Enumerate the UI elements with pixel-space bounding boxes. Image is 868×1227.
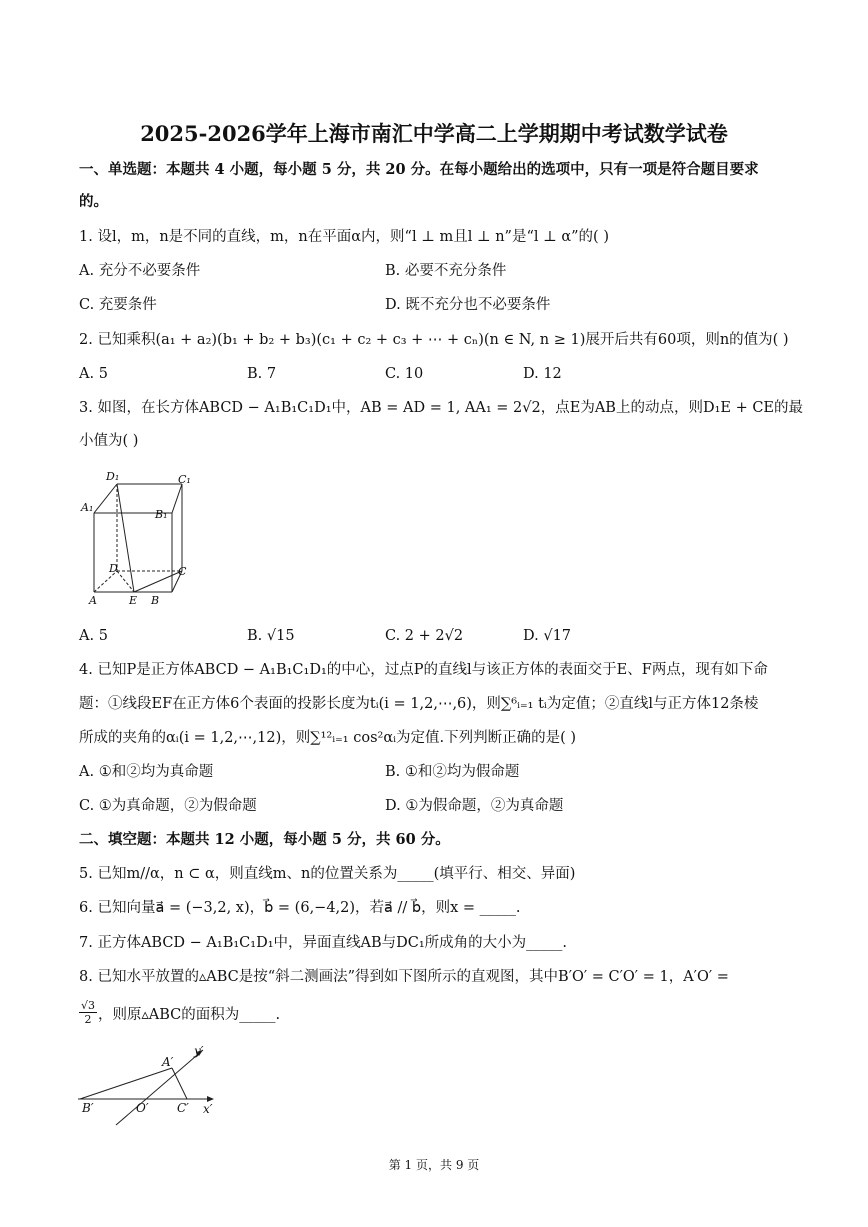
q6-stem: 6. 已知向量a⃗ = (−3,2, x)，b⃗ = (6,−4,2)，若a⃗ // b⃗，则x = _____. [79,900,521,916]
q8-stem-line1: 8. 已知水平放置的▵ABC是按“斜二测画法”得到如下图所示的直观图，其中B′O′ = C′O′ = 1，A′O′ = [79,969,729,985]
q2-option-d: D. 12 [523,366,562,382]
q5-stem: 5. 已知m//α，n ⊂ α，则直线m、n的位置关系为_____(填平行、相交、异面) [79,866,576,882]
q1-option-a: A. 充分不必要条件 [79,263,201,279]
cuboid-figure [78,466,198,611]
label-b-prime: B′ [82,1101,94,1115]
label-b1: B₁ [155,508,168,521]
q2-stem: 2. 已知乘积(a₁ + a₂)(b₁ + b₂ + b₃)(c₁ + c₂ + c₃ + ⋯ + cₙ)(n ∈ N, n ≥ 1)展开后共有60项，则n的值为( ) [79,332,789,348]
q8-fraction-denominator: 2 [84,1013,92,1026]
label-b: B [151,594,160,607]
q4-stem-line3: 所成的夹角的αᵢ(i = 1,2,⋯,12)，则∑¹²ᵢ₌₁ cos²αᵢ为定值.下列判断正确的是( ) [79,730,577,746]
section1-heading-line1: 一、单选题：本题共 4 小题，每小题 5 分，共 20 分。在每小题给出的选项中，只有一项是符合题目要求 [79,161,759,178]
label-a1: A₁ [81,501,94,514]
page-footer: 第 1 页，共 9 页 [388,1158,480,1172]
q1-option-b: B. 必要不充分条件 [385,263,507,279]
label-y-prime: y′ [194,1044,204,1058]
label-c1: C₁ [178,473,191,486]
q8-fraction-numerator: √3 [80,999,95,1012]
q3-option-a: A. 5 [79,628,108,644]
q7-stem: 7. 正方体ABCD − A₁B₁C₁D₁中，异面直线AB与DC₁所成角的大小为_____. [79,935,568,951]
label-e: E [129,594,138,607]
label-a: A [89,594,97,607]
q1-stem: 1. 设l，m，n是不同的直线，m，n在平面α内，则“l ⊥ m且l ⊥ n”是“l ⊥ α”的( ) [79,229,609,245]
label-c: C [178,565,187,578]
q3-stem-line2: 小值为( ) [79,433,139,449]
q4-option-d: D. ①为假命题，②为真命题 [385,798,564,814]
label-c-prime: C′ [177,1101,189,1115]
q4-stem-line1: 4. 已知P是正方体ABCD − A₁B₁C₁D₁的中心，过点P的直线l与该正方体的表面交于E、F两点，现有如下命 [79,662,768,678]
label-o-prime: O′ [136,1101,149,1115]
q3-stem-line1: 3. 如图，在长方体ABCD − A₁B₁C₁D₁中，AB = AD = 1, AA₁ = 2√2，点E为AB上的动点，则D₁E + CE的最 [79,400,804,416]
label-x-prime: x′ [203,1102,213,1116]
q4-option-c: C. ①为真命题，②为假命题 [79,798,257,814]
label-d1: D₁ [106,470,120,483]
q3-option-d: D. √17 [523,628,572,644]
label-d: D [109,562,118,575]
q3-option-b: B. √15 [247,628,295,644]
q3-option-c: C. 2 + 2√2 [385,628,464,644]
q2-option-c: C. 10 [385,366,424,382]
q2-option-a: A. 5 [79,366,108,382]
q8-fraction [79,999,97,1026]
section1-heading-line2: 的。 [79,193,108,210]
q4-option-a: A. ①和②均为真命题 [79,764,214,780]
q4-stem-line2: 题：①线段EF在正方体6个表面的投影长度为tᵢ(i = 1,2,⋯,6)，则∑⁶ᵢ₌₁ tᵢ为定值；②直线l与正方体12条棱 [79,696,759,712]
q1-option-d: D. 既不充分也不必要条件 [385,297,551,313]
q1-option-c: C. 充要条件 [79,297,157,313]
q8-stem-line2: ，则原▵ABC的面积为_____. [98,1007,281,1023]
section2-heading: 二、填空题：本题共 12 小题，每小题 5 分，共 60 分。 [79,831,450,848]
page-title: 2025-2026学年上海市南汇中学高二上学期期中考试数学试卷 [140,121,728,146]
q4-option-b: B. ①和②均为假命题 [385,764,520,780]
label-a-prime: A′ [162,1055,174,1069]
oblique-triangle-figure [78,1040,228,1130]
q2-option-b: B. 7 [247,366,277,382]
